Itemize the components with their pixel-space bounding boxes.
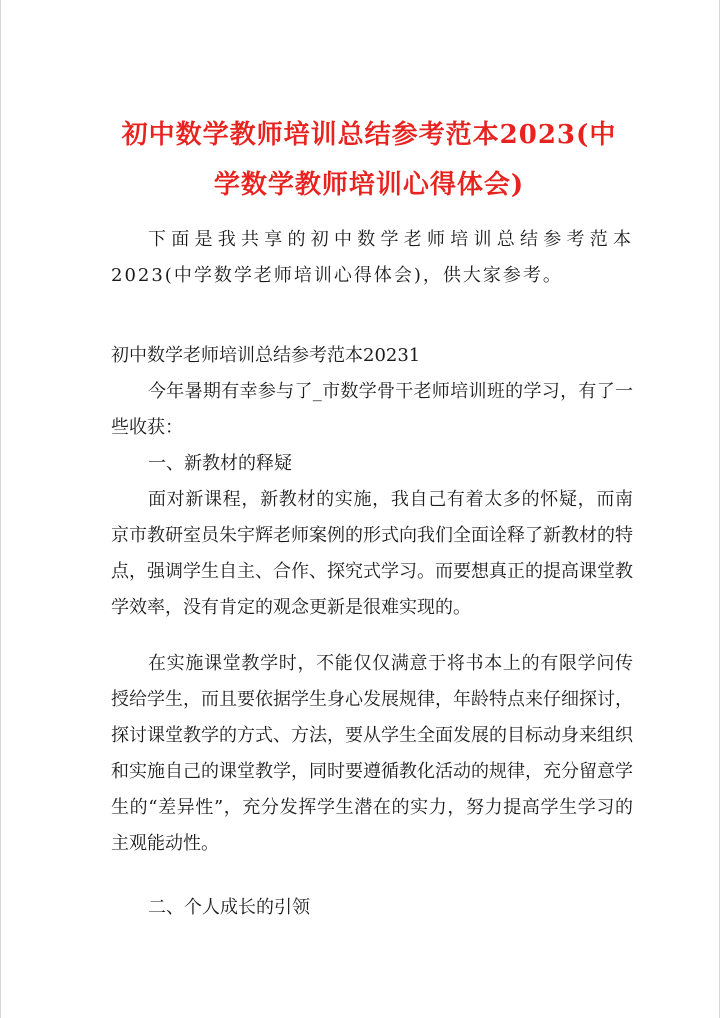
intro-paragraph: 下面是我共享的初中数学老师培训总结参考范本2023(中学数学老师培训心得体会)，供大家参考。 [111,229,633,286]
section-1-heading: 一、新教材的释疑 [148,453,292,474]
subheading: 初中数学老师培训总结参考范本20231 [111,345,421,366]
opening-paragraph: 今年暑期有幸参与了_市数学骨干老师培训班的学习，有了一些收获： [111,381,633,438]
section-1-paragraph-1: 面对新课程，新教材的实施，我自己有着太多的怀疑，而南京市教研室员朱宇辉老师案例的形式向我们全面诠释了新教材的特点，强调学生自主、合作、探究式学习。而要想真正的提高课堂教学效率，没有肯定的观念更新是很难实现的。 [111,489,633,618]
document-title: 初中数学教师培训总结参考范本2023(中学数学教师培训心得体会) [121,120,617,200]
section-2-heading: 二、个人成长的引领 [148,897,310,918]
section-1-paragraph-2: 在实施课堂教学时，不能仅仅满意于将书本上的有限学问传授给学生，而且要依据学生身心发展规律，年龄特点来仔细探讨，探讨课堂教学的方式、方法，要从学生全面发展的目标动身来组织和实施自己的课堂教学，同时要遵循教化活动的规律，充分留意学生的“差异性”，充分发挥学生潜在的实力，努力提高学生学习的主观能动性。 [111,653,633,854]
